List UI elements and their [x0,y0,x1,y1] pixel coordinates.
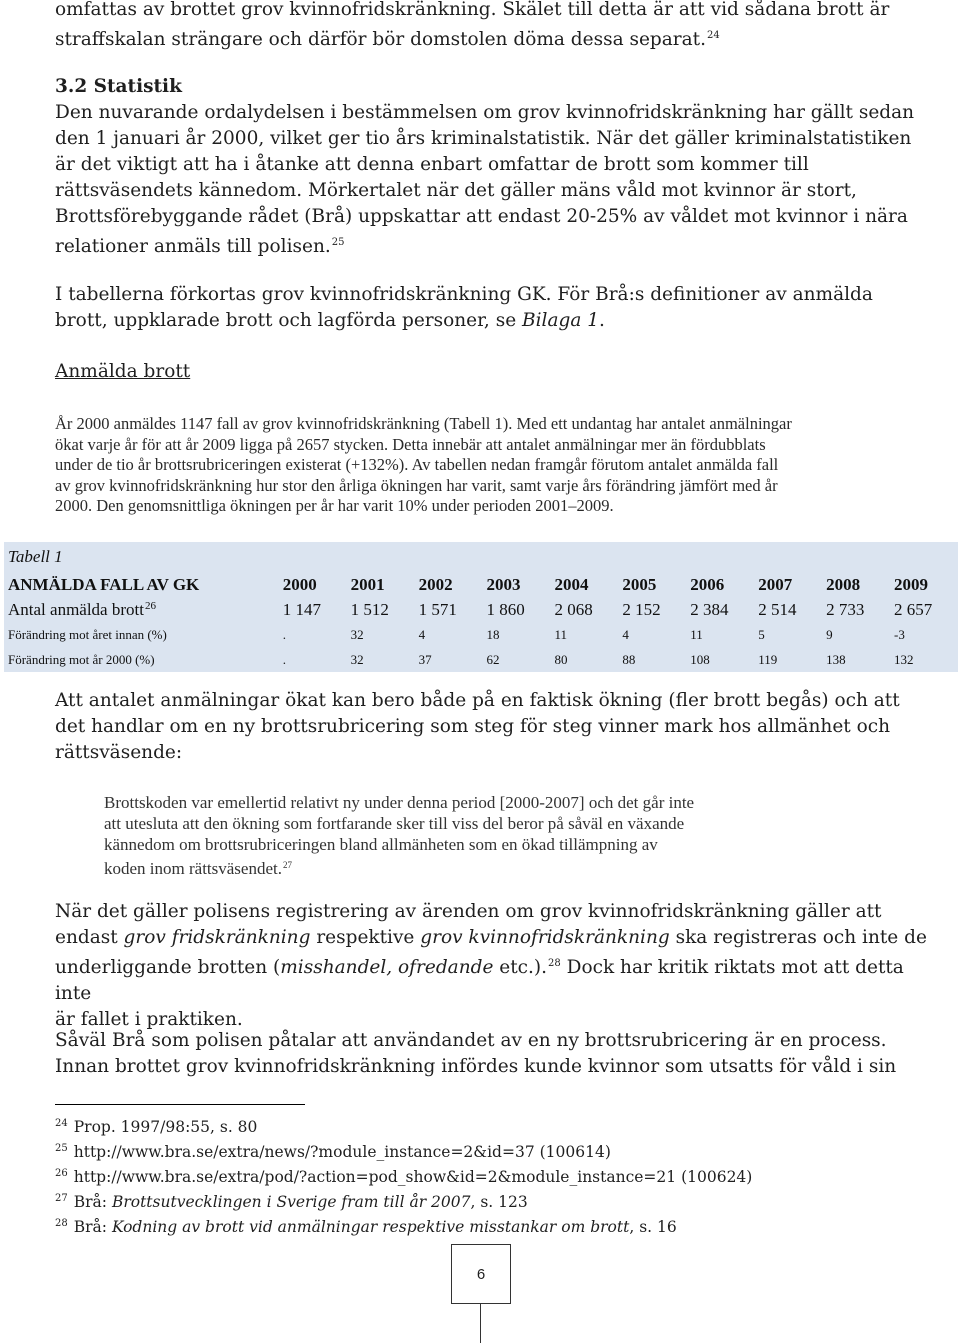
table-cell: . [282,626,286,642]
intro-paragraph [55,0,935,53]
table-cell: 1 147 [282,599,321,619]
row-label [4,597,279,622]
table-cell: 32 [350,651,364,667]
table-cell: 108 [690,651,710,667]
footnote-title: Kodning av brott vid anmälningar respektive misstankar om brott [111,1218,630,1236]
year-header: 2003 [486,574,521,594]
footnote-number: 25 [55,1143,68,1154]
footnote-number: 24 [55,1118,68,1129]
text-line: När det gäller polisens registrering av ärenden om grov kvinnofridskränkning gäller att [55,901,882,922]
text-punct: . [599,310,605,331]
footnote-ref: 24 [706,30,720,41]
text-run: ska registreras och inte de [669,927,927,948]
footnote-text: , s. 16 [629,1218,677,1236]
table-cell: 2 514 [758,599,797,619]
year-header: 2006 [690,574,725,594]
text-line: omfattas av brottet grov kvinnofridskränkning. Skälet till detta är att vid sådana brott är [55,0,890,20]
table-cell: 2 152 [622,599,661,619]
text-line: Brottsförebyggande rådet (Brå) uppskattar att endast 20-25% av våldet mot kvinnor i nära [55,206,908,227]
reported-crimes-paragraph [55,414,935,517]
text-line: 2000. Den genomsnittliga ökningen per år har varit 10% under perioden 2001–2009. [55,496,614,515]
text-line: relationer anmäls till polisen. [55,236,331,257]
table-cell: 2 384 [690,599,729,619]
page-number: 6 [451,1244,511,1304]
text-line: att utesluta att den ökning som fortfarande sker till viss del beror på såväl en växande [104,814,685,833]
row-label: Förändring mot året innan (%) [8,626,167,642]
text-line: I tabellerna förkortas grov kvinnofridskränkning GK. För Brå:s definitioner av anmälda [55,284,873,305]
table-cell: 80 [554,651,568,667]
text-line: kännedom om brottsrubriceringen bland allmänheten som en ökad tillämpning av [104,835,658,854]
table-cell: -3 [894,626,905,642]
text-run: respektive [310,927,421,948]
text-line: den 1 januari år 2000, vilket ger tio års kriminalstatistik. När det gäller kriminalstatistiken [55,128,912,149]
text-line: under de tio år brottsrubriceringen existerat (+132%). Av tabellen nedan framgår förutom antalet anmälda fall [55,455,779,474]
table-cell: 1 512 [350,599,389,619]
table-cell: 9 [826,626,833,642]
footnote-number: 26 [55,1168,68,1179]
table-cell: 4 [622,626,629,642]
year-header: 2007 [758,574,793,594]
italic-term: grov kvinnofridskränkning [420,927,670,948]
table-cell: 138 [826,651,846,667]
table-cell: 18 [486,626,500,642]
text-run: endast [55,927,124,948]
table-header-label: ANMÄLDA FALL AV GK [8,574,200,594]
table-row [4,622,958,647]
year-header: 2005 [622,574,657,594]
footnote-link[interactable]: http://www.bra.se/extra/news/?module_instance=2&id=37 (100614) [73,1143,611,1161]
footnote-link[interactable]: http://www.bra.se/extra/pod/?action=pod_show&id=2&module_instance=21 (100624) [73,1168,753,1186]
year-header: 2002 [418,574,453,594]
table-cell: 5 [758,626,765,642]
year-header: 2004 [554,574,589,594]
footnote-text: , s. 123 [470,1193,528,1211]
text-run: Dock har kritik riktats mot att detta inte [55,957,904,1004]
footnote-ref: 27 [283,860,292,870]
footnote-ref: 28 [548,958,561,969]
table-cell: 11 [554,626,567,642]
table-cell: 4 [418,626,426,642]
footnote-number: 28 [55,1218,68,1229]
italic-term: grov fridskränkning [123,927,311,948]
text-line: ökat varje år för att år 2009 ligga på 2657 stycken. Detta innebär att antalet anmälningar mer än fördubblats [55,434,766,454]
table-cell: 37 [418,651,432,667]
process-paragraph [55,1028,935,1080]
block-quote [104,792,846,879]
table-row [4,597,958,622]
table-cell: 1 860 [486,599,525,619]
table-cell: . [282,651,286,667]
table-cell: 2 068 [554,599,593,619]
footnote-text: Brå: [73,1193,112,1211]
footnote-title: Brottsutvecklingen i Sverige fram till år 2007 [111,1193,471,1211]
text-line: Innan brottet grov kvinnofridskränkning infördes kunde kvinnor som utsatts för våld i sin [55,1056,897,1077]
subheading-reported-crimes: Anmälda brott [55,361,191,382]
table-cell: 32 [350,626,364,642]
text-run: underliggande brotten ( [55,957,281,978]
table-header-row [4,572,958,597]
increase-paragraph [55,688,935,766]
table-cell: 132 [894,651,914,667]
abbreviation-paragraph [55,282,935,334]
row-label: Förändring mot år 2000 (%) [8,651,155,667]
table-cell: 2 657 [894,599,933,619]
year-header: 2000 [282,574,317,594]
footnote-number: 27 [55,1193,68,1204]
table-caption: Tabell 1 [8,547,63,566]
text-line: straffskalan strängare och därför bör domstolen döma dessa separat. [55,29,706,50]
table-row [4,647,958,672]
police-registration-paragraph [55,899,935,1033]
footnote-text: Brå: [73,1218,112,1236]
text-line: är det viktigt att ha i åtanke att denna enbart omfattar de brott som kommer till [55,154,809,175]
table-cell: 62 [486,651,500,667]
table-reported-cases [4,542,958,672]
year-header: 2001 [350,574,385,594]
page-number-stem [480,1303,481,1343]
text-line: av grov kvinnofridskränkning hur stor den årliga ökningen har varit, samt varje års förändring jämfört med år [55,475,778,495]
text-line: brott, uppklarade brott och lagförda personer, se [55,310,523,331]
appendix-ref: Bilaga 1 [522,310,600,331]
table-cell: 11 [690,626,703,642]
footnotes [55,1113,935,1238]
text-line: det handlar om en ny brottsrubricering som steg för steg vinner mark hos allmänhet och [55,716,890,737]
statistics-paragraph [55,100,935,260]
footnote-ref: 26 [144,599,156,612]
text-line: koden inom rättsväsendet. [104,859,282,878]
text-line: rättsväsende: [55,742,183,763]
text-line: är fallet i praktiken. [55,1009,243,1030]
text-line: Såväl Brå som polisen påtalar att användandet av en ny brottsrubricering är en process. [55,1030,887,1051]
table-cell: 1 571 [418,599,457,619]
year-header: 2009 [894,574,929,594]
text-line: Den nuvarande ordalydelsen i bestämmelsen om grov kvinnofridskränkning har gällt sedan [55,102,915,123]
footnote-divider [55,1104,305,1105]
text-line: Brottskoden var emellertid relativt ny under denna period [2000-2007] och det går inte [104,793,695,812]
italic-term: misshandel, ofredande [280,957,494,978]
row-label-text: Antal anmälda brott [8,599,144,619]
footnote-text: Prop. 1997/98:55, s. 80 [73,1118,258,1136]
table-cell: 2 733 [826,599,865,619]
section-heading: 3.2 Statistik [55,76,182,97]
text-line: rättsväsendets kännedom. Mörkertalet när det gäller mäns våld mot kvinnor är stort, [55,180,857,201]
year-header: 2008 [826,574,861,594]
footnote-ref: 25 [331,237,345,248]
text-line: Att antalet anmälningar ökat kan bero både på en faktisk ökning (fler brott begås) och att [55,690,900,711]
table-cell: 88 [622,651,636,667]
text-line: År 2000 anmäldes 1147 fall av grov kvinnofridskränkning (Tabell 1). Med ett undantag har antalet anmälningar [55,414,792,433]
table-cell: 119 [758,651,778,667]
text-run: etc.). [493,957,548,978]
